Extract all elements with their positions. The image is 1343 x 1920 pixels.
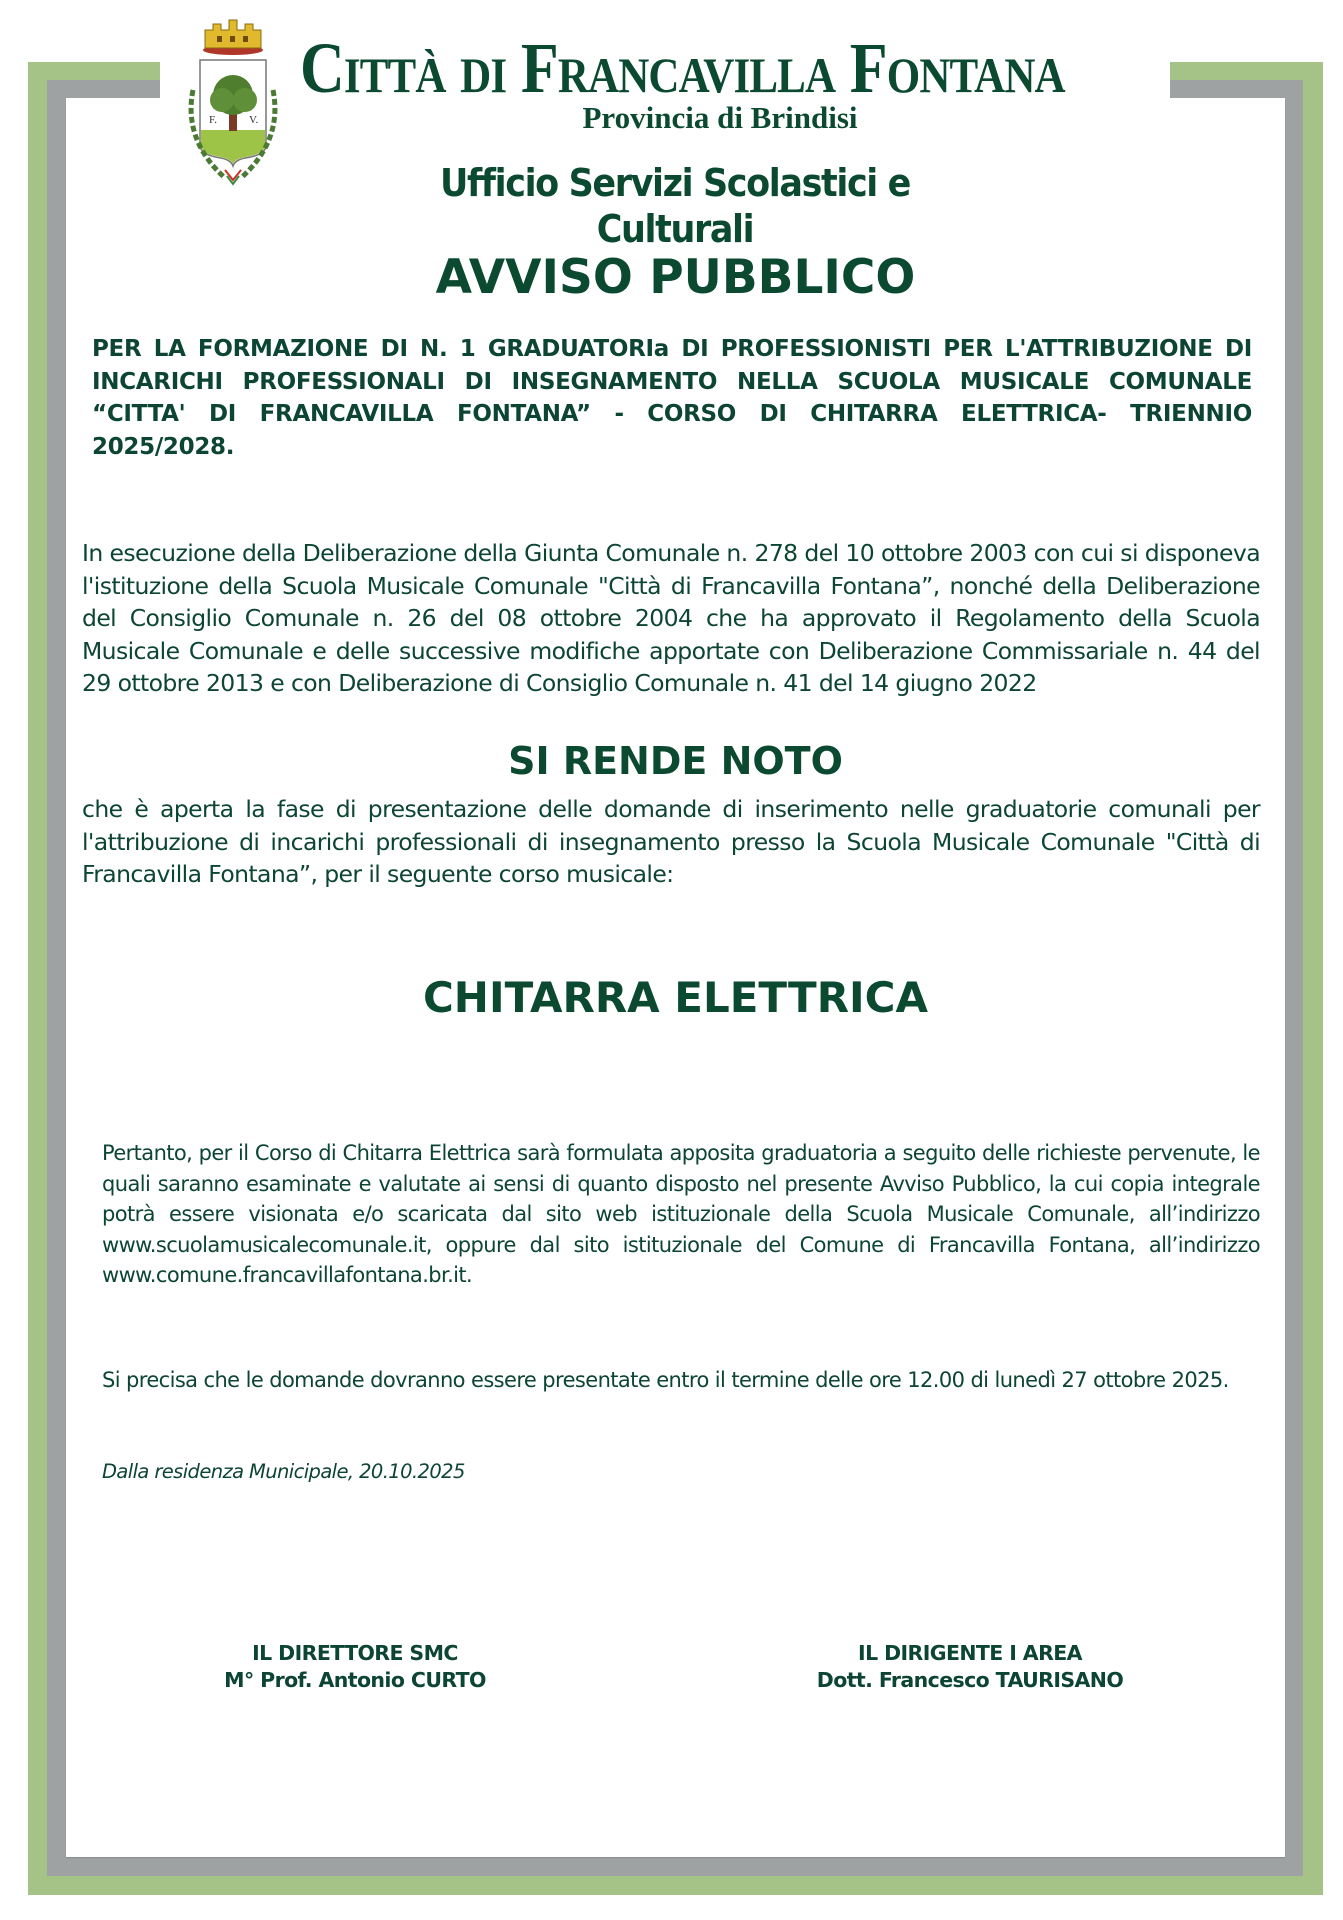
svg-text:F.: F. — [209, 114, 217, 126]
notice-title: AVVISO PUBBLICO — [435, 250, 916, 305]
office-name: Ufficio Servizi Scolastici e Culturali — [439, 161, 911, 251]
notice-subtitle: PER LA FORMAZIONE DI N. 1 GRADUATORIa DI PROFESSIONISTI PER L'ATTRIBUZIONE DI INCARICHI PROFESSIONALI DI INSEGNAMENTO NELLA SCUOLA MUSICALE COMUNALE “CITTA' DI FRANCAVILLA FONTANA” - CORSO DI CHITARRA ELETTRICA- TRIENNIO 2025/2028. — [92, 336, 1252, 460]
signature-name: Dott. Francesco TAURISANO — [816, 1668, 1124, 1692]
svg-text:V.: V. — [249, 114, 259, 126]
details-paragraph: Pertanto, per il Corso di Chitarra Elettrica sarà formulata apposita graduatoria a seguito delle richieste pervenute, le quali saranno esaminate e valutate ai sensi di quanto disposto nel presente Avviso Pubblico, la cui copia integrale potrà essere visionata e/o scaricata dal sito web istituzionale della Scuola Musicale Comunale, all’indirizzo www.scuolamusicalecomunale.it, oppure dal sito istituzionale del Comune di Francavilla Fontana, all’indirizzo www.comune.francavillafontana.br.it. — [102, 1141, 1260, 1287]
province-label: Provincia di Brindisi — [582, 100, 858, 135]
coat-of-arms-icon — [165, 10, 300, 190]
signature-role: IL DIRIGENTE I AREA — [858, 1641, 1082, 1665]
city-title: Città di Francavilla Fontana — [300, 28, 1065, 108]
announce-heading: SI RENDE NOTO — [508, 739, 843, 783]
signature-director — [145, 1640, 565, 1694]
signature-manager — [760, 1640, 1180, 1694]
intro-paragraph: In esecuzione della Deliberazione della Giunta Comunale n. 278 del 10 ottobre 2003 con cui si disponeva l'istituzione della Scuola Musicale Comunale "Città di Francavilla Fontana”, nonché della Deliberazione del Consiglio Comunale n. 26 del 08 ottobre 2004 che ha approvato il Regolamento della Scuola Musicale Comunale e delle successive modifiche apportate con Deliberazione Commissariale n. 44 del 29 ottobre 2013 e con Deliberazione di Consiglio Comunale n. 41 del 14 giugno 2022 — [82, 539, 1260, 697]
mural-crown-icon — [203, 20, 263, 55]
deadline-paragraph: Si precisa che le domande dovranno essere presentate entro il termine delle ore 12.00 di lunedì 27 ottobre 2025. — [102, 1368, 1229, 1392]
place-date: Dalla residenza Municipale, 20.10.2025 — [102, 1460, 465, 1483]
signature-role: IL DIRETTORE SMC — [252, 1641, 458, 1665]
signature-name: M° Prof. Antonio CURTO — [224, 1668, 486, 1692]
announce-paragraph: che è aperta la fase di presentazione delle domande di inserimento nelle graduatorie comunali per l'attribuzione di incarichi professionali di insegnamento presso la Scuola Musicale Comunale "Città di Francavilla Fontana”, per il seguente corso musicale: — [82, 795, 1260, 888]
course-title: CHITARRA ELETTRICA — [422, 973, 928, 1022]
